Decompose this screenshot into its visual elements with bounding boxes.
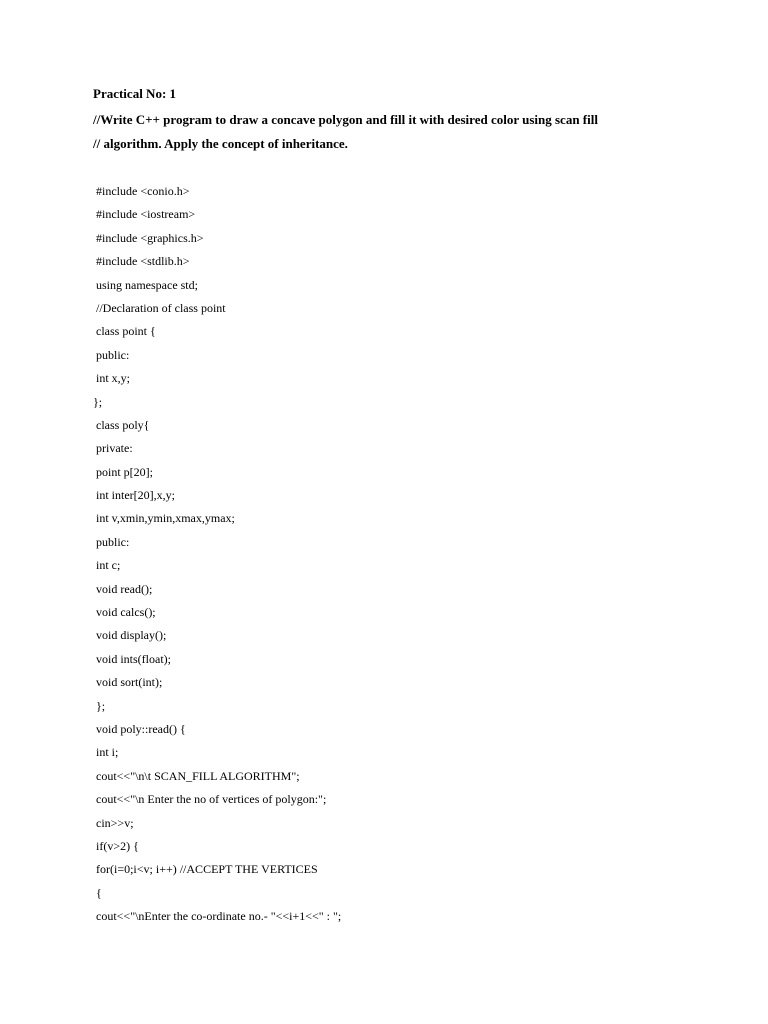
code-listing bbox=[93, 180, 342, 929]
code-line: void ints(float); bbox=[96, 651, 171, 666]
code-line: void poly::read() { bbox=[96, 721, 186, 736]
aim-line-1: //Write C++ program to draw a concave polygon and fill it with desired color using scan fill bbox=[93, 112, 598, 127]
code-line: class poly{ bbox=[96, 417, 150, 432]
code-line: #include <conio.h> bbox=[96, 184, 190, 198]
code-line: private: bbox=[96, 441, 133, 456]
code-line: void sort(int); bbox=[96, 675, 163, 690]
code-line: }; bbox=[96, 698, 106, 713]
code-line: point p[20]; bbox=[96, 464, 153, 479]
code-line: int inter[20],x,y; bbox=[96, 488, 175, 503]
code-line: for(i=0;i<v; i++) //ACCEPT THE VERTICES bbox=[96, 862, 318, 877]
code-line: int v,xmin,ymin,xmax,ymax; bbox=[96, 511, 235, 526]
code-line: { bbox=[96, 885, 102, 900]
code-line: //Declaration of class point bbox=[96, 300, 226, 315]
practical-title: Practical No: 1 bbox=[93, 86, 177, 101]
code-line: public: bbox=[96, 347, 130, 362]
code-line: cout<<"\nEnter the co-ordinate no.- "<<i+1<<" : "; bbox=[96, 909, 342, 924]
code-line: if(v>2) { bbox=[96, 838, 139, 853]
aim-line-2: // algorithm. Apply the concept of inheritance. bbox=[93, 136, 348, 151]
code-line: int x,y; bbox=[96, 371, 131, 386]
code-line: using namespace std; bbox=[96, 277, 198, 292]
code-line: void calcs(); bbox=[96, 605, 156, 620]
code-line: }; bbox=[93, 394, 103, 409]
code-line: cout<<"\n\t SCAN_FILL ALGORITHM"; bbox=[96, 768, 300, 783]
code-line: #include <stdlib.h> bbox=[96, 254, 190, 269]
code-line: cin>>v; bbox=[96, 815, 134, 830]
code-line: void read(); bbox=[96, 581, 153, 596]
code-line: #include <graphics.h> bbox=[96, 230, 204, 245]
code-line: public: bbox=[96, 534, 130, 549]
code-line: int i; bbox=[96, 745, 119, 760]
code-line: #include <iostream> bbox=[96, 207, 196, 222]
code-line: cout<<"\n Enter the no of vertices of polygon:"; bbox=[96, 792, 327, 807]
code-line: void display(); bbox=[96, 628, 167, 643]
code-line: int c; bbox=[96, 558, 121, 573]
code-line: class point { bbox=[96, 324, 156, 339]
